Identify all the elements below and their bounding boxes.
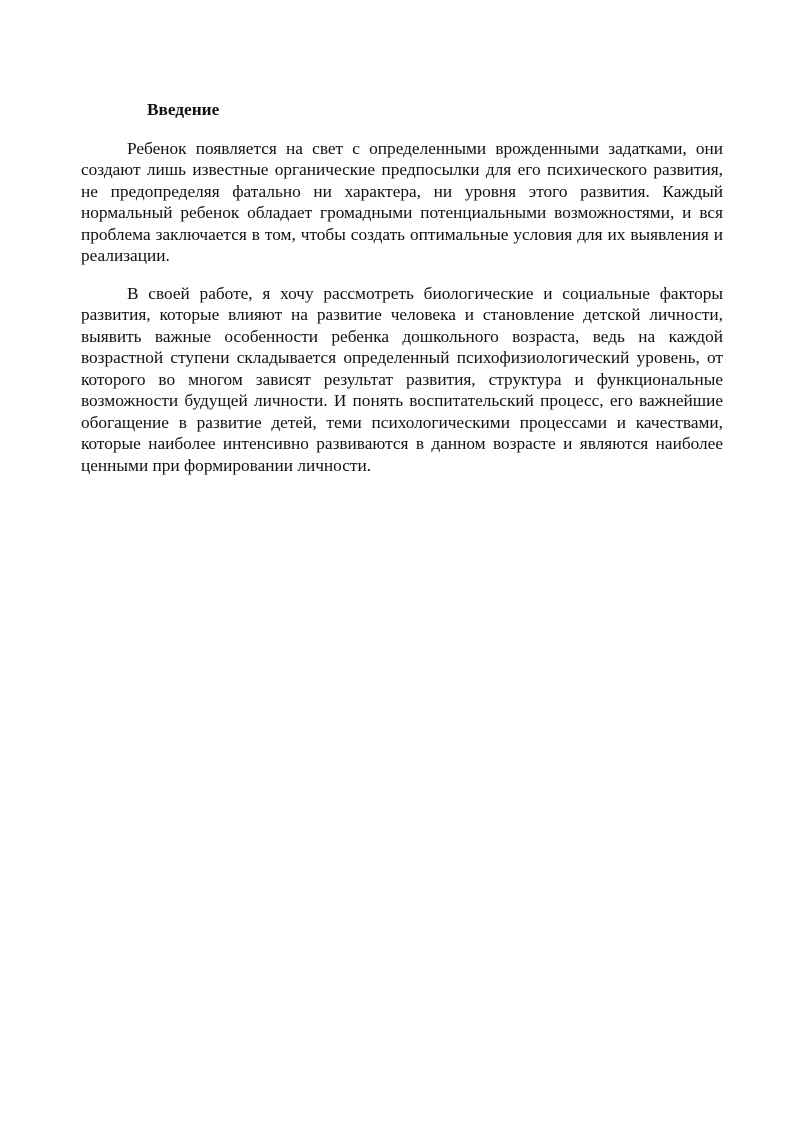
section-heading: Введение [147,100,220,119]
paragraph-2: В своей работе, я хочу рассмотреть биологические и социальные факторы развития, которые влияют на развитие человека и становление детской личности, выявить важные особенности ребенка дошкольного возраста, ведь на каждой возрастной ступени складывается определенный психофизиологический уровень, от которого во многом зависят результат развития, структура и функциональные возможности будущей личности. И понять воспитательский процесс, его важнейшие обогащение в развитие детей, теми психологическими процессами и качествами, которые наиболее интенсивно развиваются в данном возрасте и являются наиболее ценными при формировании личности. [81,283,723,475]
document-body [81,99,723,492]
paragraph-1: Ребенок появляется на свет с определенными врожденными задатками, они создают лишь известные органические предпосылки для его психического развития, не предопределяя фатально ни характера, ни уровня этого развития. Каждый нормальный ребенок обладает громадными потенциальными возможностями, и вся проблема заключается в том, чтобы создать оптимальные условия для их выявления и реализации. [81,138,723,265]
